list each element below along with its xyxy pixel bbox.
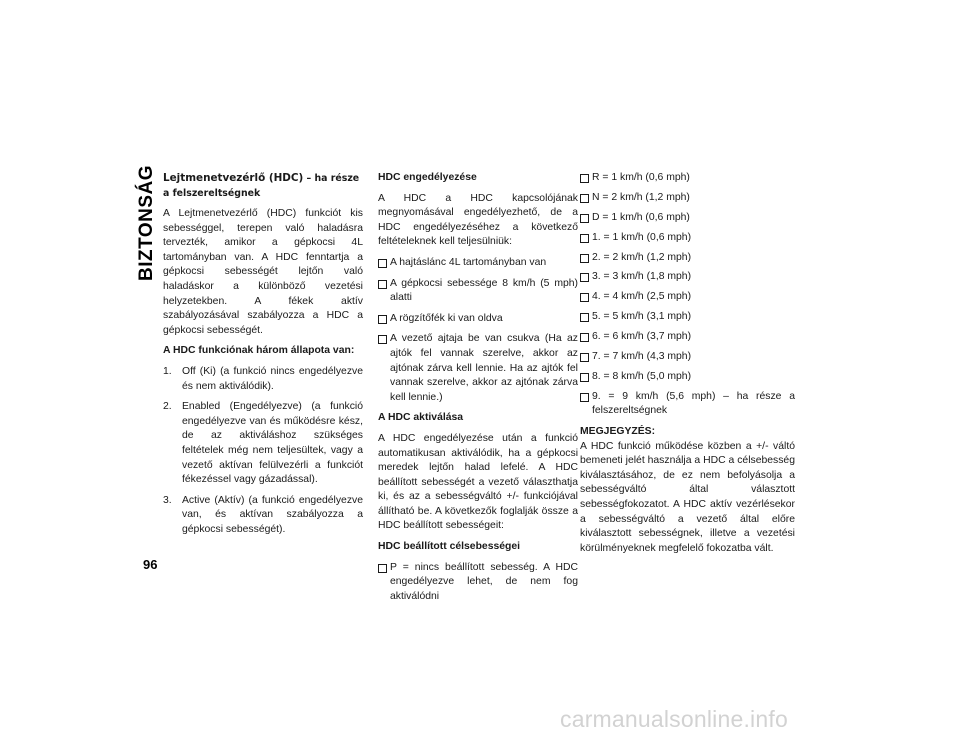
checkbox-bullet-icon xyxy=(378,315,387,324)
checkbox-bullet-icon xyxy=(580,214,589,223)
list-item xyxy=(580,251,795,266)
list-number: 2. xyxy=(163,401,172,413)
list-text: 2. = 2 km/h (1,2 mph) xyxy=(592,251,692,263)
list-text: D = 1 km/h (0,6 mph) xyxy=(592,211,690,223)
checkbox-bullet-icon xyxy=(580,273,589,282)
enable-paragraph: A HDC a HDC kapcsolójának megnyomásával engedélyezhető, de a HDC engedélyezéséhez a következő feltételeknek kell teljesülniük: xyxy=(378,192,578,248)
list-item xyxy=(378,332,578,405)
list-item xyxy=(580,390,795,419)
section-tab-label: BIZTONSÁG xyxy=(136,164,158,282)
list-item xyxy=(580,310,795,325)
list-text: 4. = 4 km/h (2,5 mph) xyxy=(592,291,692,303)
watermark: carmanualsonline.info xyxy=(560,706,788,732)
list-text: A hajtáslánc 4L tartományban van xyxy=(390,256,547,268)
list-text: A gépkocsi sebessége 8 km/h (5 mph) alatti xyxy=(390,277,578,304)
checkbox-bullet-icon xyxy=(580,234,589,243)
page-number: 96 xyxy=(143,557,158,572)
checkbox-bullet-icon xyxy=(580,293,589,302)
list-item xyxy=(163,365,363,394)
list-text: 5. = 5 km/h (3,1 mph) xyxy=(592,311,692,323)
column-left xyxy=(163,171,363,543)
intro-paragraph: A Lejtmenetvezérlő (HDC) funkciót kis sebességgel, terepen való haladásra tervezték, amikor a gépkocsi 4L tartományban van. A HDC fenntartja a gépkocsi sebességét lejtőn való haladáskor a különböző vezetési helyzetekben. A fékek aktív szabályozásával szabályozza a HDC a gépkocsi sebességét. xyxy=(163,208,363,336)
list-item xyxy=(378,312,578,327)
list-number: 3. xyxy=(163,494,172,506)
list-item xyxy=(580,350,795,365)
list-text: Active (Aktív) (a funkció engedélyezve van, és aktívan szabályozza a gépkocsi sebességét). xyxy=(182,494,363,535)
checkbox-bullet-icon xyxy=(378,564,387,573)
list-text: 3. = 3 km/h (1,8 mph) xyxy=(592,271,692,283)
checkbox-bullet-icon xyxy=(378,259,387,268)
note-heading: MEGJEGYZÉS: xyxy=(580,425,656,437)
list-text: 8. = 8 km/h (5,0 mph) xyxy=(592,370,692,382)
section-title xyxy=(163,171,363,201)
column-middle xyxy=(378,171,578,610)
states-list xyxy=(163,365,363,538)
list-item xyxy=(580,231,795,246)
setspeeds-heading: HDC beállított célsebességei xyxy=(378,541,521,553)
list-item xyxy=(378,277,578,306)
section-tab xyxy=(136,164,158,282)
list-item xyxy=(163,494,363,538)
checkbox-bullet-icon xyxy=(580,353,589,362)
list-text: 6. = 6 km/h (3,7 mph) xyxy=(592,331,692,343)
list-item xyxy=(580,290,795,305)
checkbox-bullet-icon xyxy=(580,254,589,263)
enable-heading: HDC engedélyezése xyxy=(378,172,477,183)
conditions-list xyxy=(378,256,578,405)
checkbox-bullet-icon xyxy=(580,313,589,322)
setspeeds-list xyxy=(378,561,578,605)
list-text: A vezető ajtaja be van csukva (Ha az ajtók fel vannak szerelve, akkor az ajtónak zárva kell lennie. Ha az ajtók fel vannak szerelve, akkor az ajtónak zárva kell lennie.) xyxy=(390,333,578,403)
activation-heading: A HDC aktiválása xyxy=(378,412,464,424)
list-number: 1. xyxy=(163,365,172,377)
list-text: N = 2 km/h (1,2 mph) xyxy=(592,191,690,203)
list-item xyxy=(580,171,795,186)
checkbox-bullet-icon xyxy=(580,194,589,203)
checkbox-bullet-icon xyxy=(580,393,589,402)
checkbox-bullet-icon xyxy=(378,280,387,289)
list-text: A rögzítőfék ki van oldva xyxy=(390,312,503,324)
section-title-suffix: – ha része a felszereltségnek xyxy=(163,173,360,199)
list-item xyxy=(163,400,363,488)
note-block xyxy=(580,425,795,556)
list-text: P = nincs beállított sebesség. A HDC engedélyezve lehet, de nem fog aktiválódni xyxy=(390,561,578,602)
list-item xyxy=(580,191,795,206)
list-text: Off (Ki) (a funkció nincs engedélyezve és nem aktiválódik). xyxy=(182,365,363,392)
note-paragraph: A HDC funkció működése közben a +/- váltó bemeneti jelét használja a HDC a célsebesség kiválasztásához, de ez nem befolyásolja a sebességváltó által választott sebességfokozatot. A HDC aktív vezérlésekor a sebességváltó a vezető által előre kiválasztott sebességnek, illetve a vezetési körülményeknek megfelelő fokozatba vált. xyxy=(580,440,795,554)
checkbox-bullet-icon xyxy=(580,333,589,342)
checkbox-bullet-icon xyxy=(378,335,387,344)
section-title-main: Lejtmenetvezérlő (HDC) xyxy=(163,172,304,184)
list-item xyxy=(580,370,795,385)
column-right xyxy=(580,171,795,556)
activation-paragraph: A HDC engedélyezése után a funkció automatikusan aktiválódik, ha a gépkocsi meredek lejtőn halad lefelé. A HDC beállított sebességét a vezető választhatja ki, és az a sebességváltó +/- funkciójával állítható be. A következők foglalják össze a HDC beállított sebességeit: xyxy=(378,432,578,532)
speeds-list xyxy=(580,171,795,419)
checkbox-bullet-icon xyxy=(580,373,589,382)
list-text: Enabled (Engedélyezve) (a funkció engedélyezve van és működésre kész, de az aktiváláshoz szükséges feltételek még nem teljesültek, vagy a vezető aktívan felülvezérli a funkciót fékezéssel vagy gázadással). xyxy=(182,401,363,486)
list-item xyxy=(378,561,578,605)
list-text: 7. = 7 km/h (4,3 mph) xyxy=(592,351,692,363)
list-text: 9. = 9 km/h (5,6 mph) – ha része a felszereltségnek xyxy=(592,390,795,417)
list-item xyxy=(378,256,578,271)
list-item xyxy=(580,270,795,285)
list-item xyxy=(580,211,795,226)
checkbox-bullet-icon xyxy=(580,174,589,183)
states-heading: A HDC funkciónak három állapota van: xyxy=(163,345,355,357)
list-text: R = 1 km/h (0,6 mph) xyxy=(592,172,690,183)
list-text: 1. = 1 km/h (0,6 mph) xyxy=(592,231,692,243)
list-item xyxy=(580,330,795,345)
